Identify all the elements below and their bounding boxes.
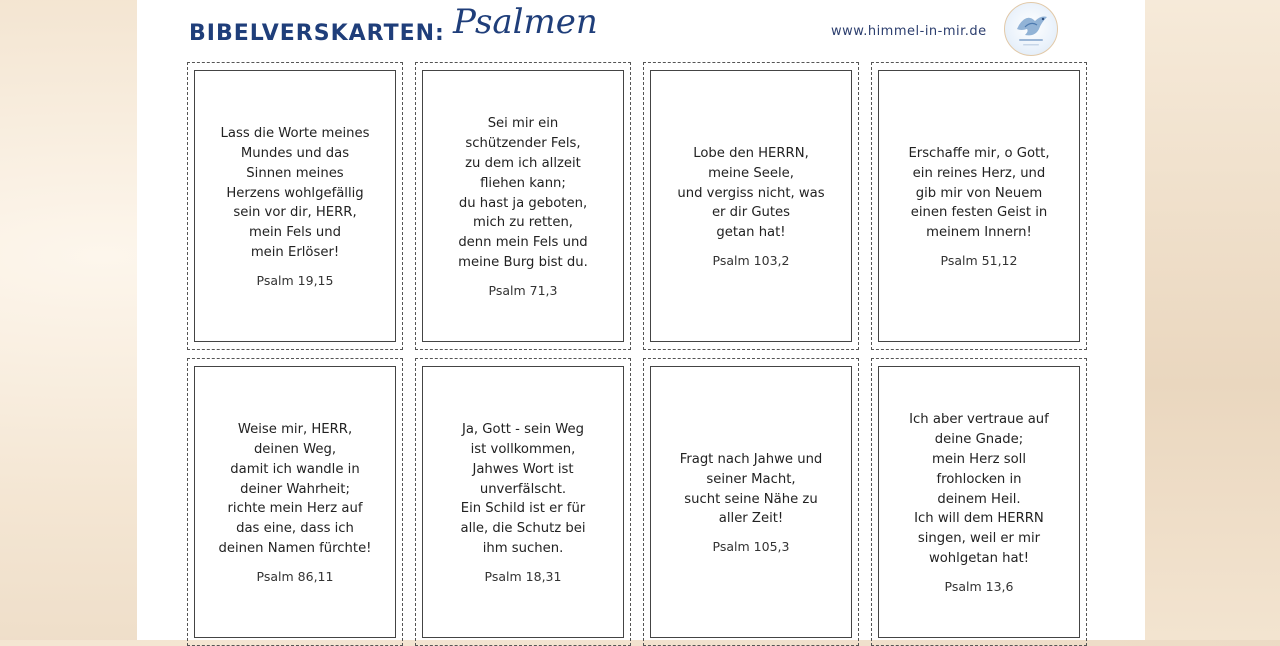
verse-card xyxy=(187,358,403,646)
page-title-script: Psalmen xyxy=(453,2,598,42)
verse-card xyxy=(415,62,631,350)
worksheet xyxy=(137,0,1145,640)
verse-reference: Psalm 86,11 xyxy=(256,568,334,584)
verse-reference: Psalm 18,31 xyxy=(484,568,562,584)
verse-reference: Psalm 105,3 xyxy=(712,539,790,555)
verse-text: Erschaffe mir, o Gott, ein reines Herz, und gib mir von Neuem einen festen Geist in meinem Innern! xyxy=(908,146,1050,241)
verse-reference: Psalm 51,12 xyxy=(940,252,1018,268)
verse-card xyxy=(871,358,1087,646)
verse-reference: Psalm 71,3 xyxy=(488,282,558,298)
background-right xyxy=(1145,0,1280,640)
verse-card xyxy=(643,358,859,646)
verse-card xyxy=(187,62,403,350)
verse-text: Lass die Worte meines Mundes und das Sinnen meines Herzens wohlgefällig sein vor dir, HERR, mein Fels und mein Erlöser! xyxy=(220,126,370,260)
verse-card xyxy=(643,62,859,350)
verse-reference: Psalm 103,2 xyxy=(712,252,790,268)
verse-card xyxy=(871,62,1087,350)
verse-text: Ja, Gott - sein Weg ist vollkommen, Jahwes Wort ist unverfälscht. Ein Schild ist er für alle, die Schutz bei ihm suchen. xyxy=(460,422,586,556)
verse-card xyxy=(415,358,631,646)
verse-reference: Psalm 13,6 xyxy=(944,578,1014,594)
website-link[interactable]: www.himmel-in-mir.de xyxy=(831,24,987,39)
dove-logo-icon xyxy=(1004,2,1058,56)
verse-text: Ich aber vertraue auf deine Gnade; mein Herz soll frohlocken in deinem Heil. Ich will dem HERRN singen, weil er mir wohlgetan hat! xyxy=(909,412,1049,566)
page-title: BIBELVERSKARTEN: xyxy=(189,20,445,46)
verse-text: Lobe den HERRN, meine Seele, und vergiss nicht, was er dir Gutes getan hat! xyxy=(677,146,825,241)
verse-reference: Psalm 19,15 xyxy=(256,272,334,288)
verse-text: Weise mir, HERR, deinen Weg, damit ich wandle in deiner Wahrheit; richte mein Herz auf das eine, dass ich deinen Namen fürchte! xyxy=(218,422,372,556)
verse-text: Fragt nach Jahwe und seiner Macht, sucht seine Nähe zu aller Zeit! xyxy=(679,451,823,527)
verse-text: Sei mir ein schützender Fels, zu dem ich allzeit fliehen kann; du hast ja geboten, mich zu retten, denn mein Fels und meine Burg bist du. xyxy=(458,116,588,270)
